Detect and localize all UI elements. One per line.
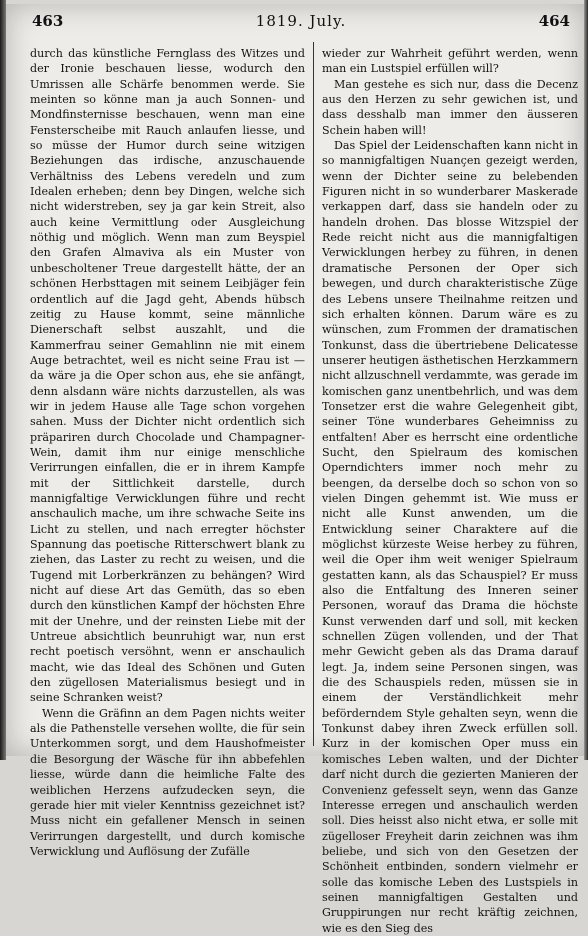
left-column: [30, 46, 305, 858]
page-header: [32, 12, 570, 34]
paragraph: Das Spiel der Leidenschaften kann nicht in so mannigfaltigen Nuançen gezeigt werden, wenn der Dichter seine zu belebenden Figuren nicht in so wunderbarer Maskerade verkappen darf, dass sie handeln oder zu handeln drohen. Das blosse Witzspiel der Rede reicht nicht aus die mannigfaltigen Verwicklungen herbey zu führen, in denen dramatische Personen der Oper sich bewegen, und durch charakteristische Züge des Lebens unsere Theilnahme reitzen und sich erhalten können. Darum wäre es zu wünschen, zum Frommen der dramatischen Tonkunst, dass die übertriebene Delicatesse unserer heutigen ästhetischen Herzkammern nicht allzuschnell verdammte, was gerade im komischen ganz unentbehrlich, und was dem Tonsetzer erst die wahre Gelegenheit gibt, seiner Töne wunderbares Geheimniss zu entfalten! Aber es herrscht eine ordentliche Sucht, den Spielraum des komischen Operndichters immer noch mehr zu beengen, da derselbe doch so schon von so vielen Dingen gehemmt ist. Wie muss er nicht alle Kunst anwenden, um die Entwicklung seiner Charaktere auf die möglichst kürzeste Weise herbey zu führen, weil die Oper ihm weit weniger Spielraum gestatten kann, als das Schauspiel? Er muss also die Entfaltung des Inneren seiner Personen, worauf das Drama die höchste Kunst verwenden darf und soll, mit kecken schnellen Zügen vollenden, und der That mehr Gewicht geben als das Drama darauf legt. Ja, indem seine Personen singen, was die des Schauspiels reden, müssen sie in einem der Verständlichkeit mehr beförderndem Style gehalten seyn, wenn die Tonkunst dabey ihren Zweck erfüllen soll. Kurz in der komischen Oper muss ein komisches Leben walten, und der Dichter darf nicht durch die gezierten Manieren der Convenienz gefesselt seyn, wenn das Ganze Interesse erregen und anschaulich werden soll. Dies heisst also nicht etwa, er solle mit zügelloser Freyheit darin zeichnen was ihm beliebe, und sich von den Gesetzen der Schönheit entbinden, sondern vielmehr er solle das komische Leben des Lustspiels in seinen mannigfaltigen Gestalten und Gruppirungen nur recht kräftig zeichnen, wie es den Sieg des: [322, 139, 578, 935]
right-column: [322, 46, 578, 935]
page-number-right: 464: [538, 12, 570, 30]
column-divider: [313, 42, 314, 746]
paragraph: Wenn die Gräfinn an dem Pagen nichts weiter als die Pathenstelle versehen wollte, die für sein Unterkommen sorgt, und dem Haushofmeister die Besorgung der Wäsche für ihn abbefehlen liesse, würde dann die heimliche Falte des weiblichen Herzens aufzudecken seyn, die gerade hier mit vieler Kenntniss gezeichnet ist? Muss nicht ein gefallener Mensch in seinen Verirrungen dargestellt, und durch komische Verwicklung und Auflösung der Zufälle: [30, 706, 305, 858]
paragraph: wieder zur Wahrheit geführt werden, wenn man ein Lustspiel erfüllen will?: [322, 47, 578, 76]
book-page: [6, 4, 584, 935]
paragraph: Man gestehe es sich nur, dass die Decenz aus den Herzen zu sehr gewichen ist, und dass desshalb man immer den äusseren Schein haben will!: [322, 77, 578, 137]
paragraph: durch das künstliche Fernglass des Witzes und der Ironie beschauen liesse, wodurch den Umrissen alle Schärfe benommen werde. Sie meinten so könne man ja auch Sonnen- und Mondfinsternisse beschauen, wenn man eine Fensterscheibe mit Rauch anlaufen liesse, und so müsse der Humor durch seine witzigen Beziehungen das irdische, anzuschauende Verhältniss des Lebens veredeln und zum Idealen erheben; denn bey Dingen, welche sich nicht widerstreben, sey ja gar kein Streit, also auch keine Vermittlung oder Ausgleichung nöthig und möglich. Wenn man zum Beyspiel den Grafen Almaviva als ein Muster von unbescholtener Treue dargestellt hätte, der an schönen Herbsttagen mit seinem Leibjäger fein ordentlich auf die Jagd geht, Abends hübsch zeitig zu Hause kommt, seine männliche Dienerschaft selbst auszahlt, und die Kammerfrau seiner Gemahlinn nie mit einem Auge betrachtet, weil es nicht seine Frau ist — da wäre ja die Oper schon aus, ehe sie anfängt, denn alsdann wäre nichts darzustellen, als was wir in jedem Hause alle Tage schon vorgehen sahen. Muss der Dichter nicht ordentlich sich präpariren durch Chocolade und Champagner-Wein, damit ihm nur einige menschliche Verirrungen einfallen, die er in ihrem Kampfe mit der Sittlichkeit darstelle, durch mannigfaltige Verwicklungen führe und recht anschaulich mache, um ihre schwache Seite ins Licht zu stellen, und nach erregter höchster Spannung das poetische Ritterschwert blank zu ziehen, das Laster zu recht zu weisen, und die Tugend mit Lorberkränzen zu behängen? Wird nicht auf diese Art das Gemüth, das so eben durch den künstlichen Kampf der höchsten Ehre mit der Unehre, und der reinsten Liebe mit der Untreue absichtlich beunruhigt war, nun erst recht poetisch versöhnt, wenn er anschaulich macht, wie das Ideal des Schönen und Guten den zügellosen Materialismus besiegt und in seine Schranken weist?: [30, 47, 305, 705]
scan-edge-right: [584, 0, 588, 760]
page-number-left: 463: [32, 12, 64, 30]
running-head: 1819. July.: [255, 12, 347, 30]
